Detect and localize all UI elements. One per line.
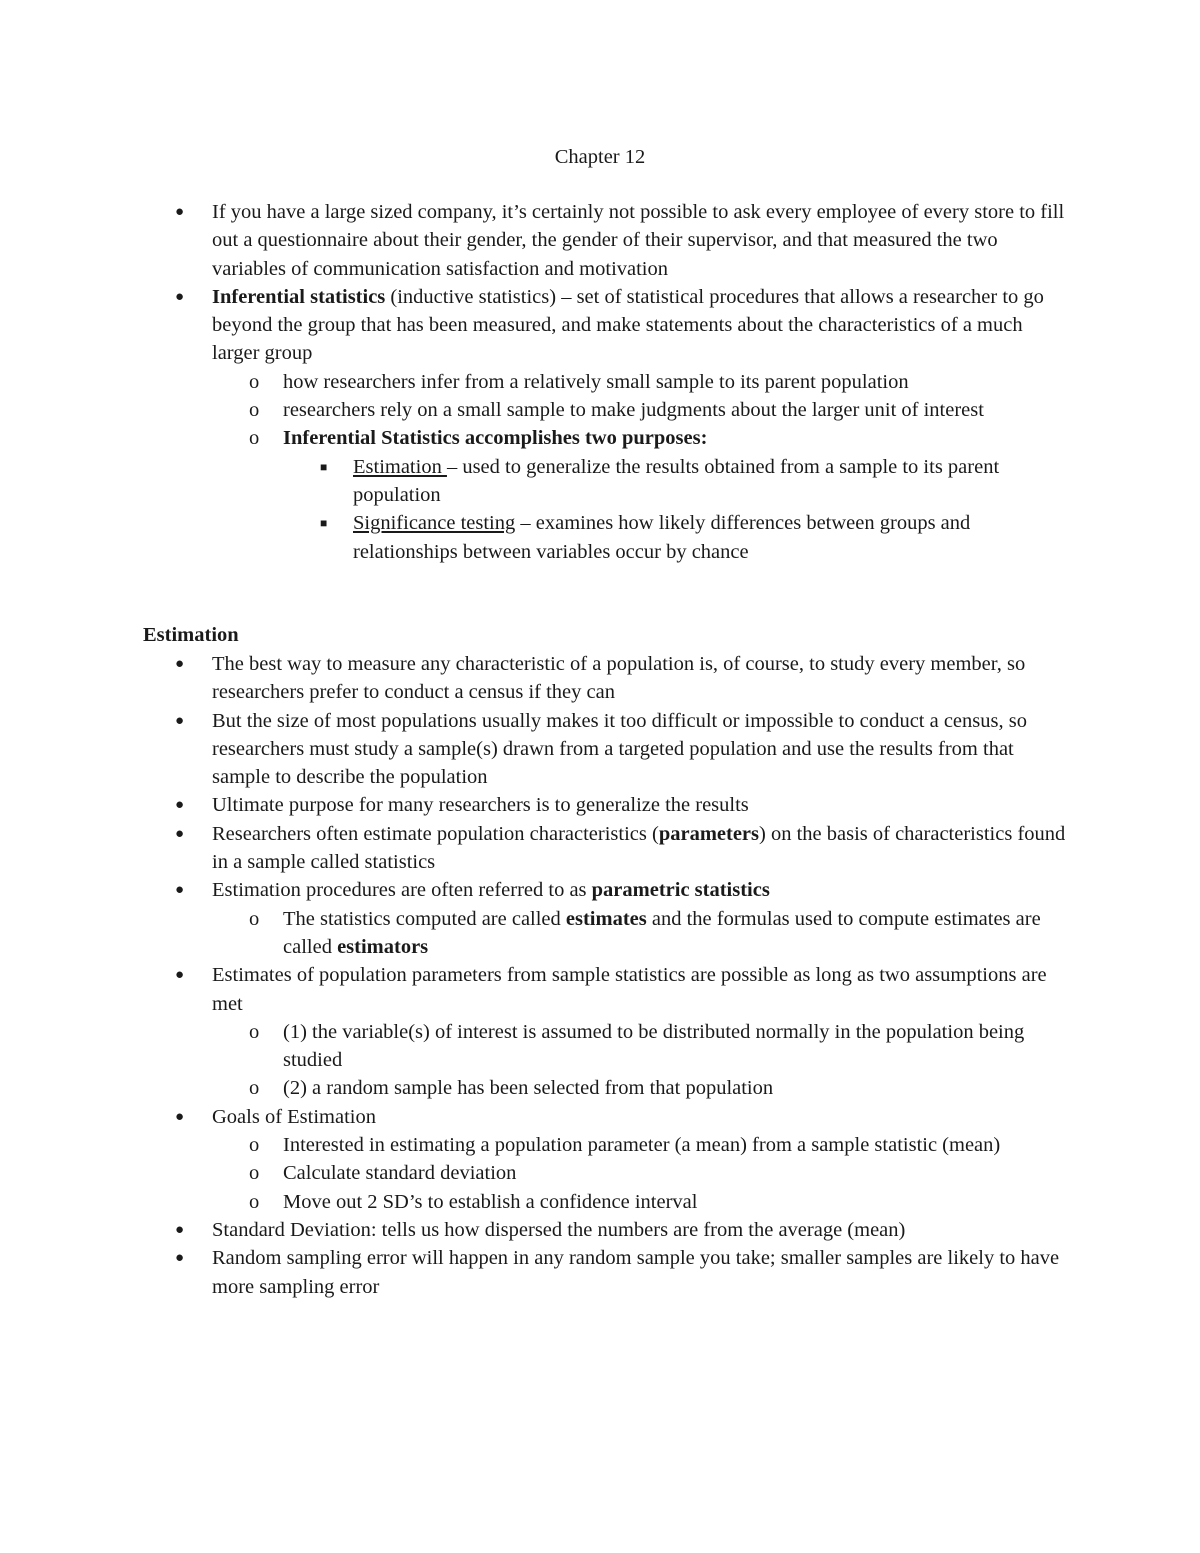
bullet-marker: ● bbox=[175, 882, 185, 899]
bullet-marker: ● bbox=[175, 1108, 185, 1125]
estimation-list bbox=[0, 650, 1200, 1301]
list-item: o how researchers infer from a relatively small sample to its parent population bbox=[0, 368, 1072, 396]
list-item: ● Estimation procedures are often referred to as parametric statistics bbox=[0, 876, 1072, 904]
bullet-marker: ● bbox=[175, 204, 185, 220]
term-parametric-statistics: parametric statistics bbox=[591, 879, 770, 902]
list-item: o The statistics computed are called estimates and the formulas used to compute estimates are called estimators bbox=[0, 905, 1072, 962]
list-item: ■ Estimation – used to generalize the results obtained from a sample to its parent population bbox=[0, 453, 1072, 510]
list-item: ● Standard Deviation: tells us how dispersed the numbers are from the average (mean) bbox=[0, 1216, 1072, 1244]
term-parameters: parameters bbox=[658, 822, 760, 845]
term-inferential-statistics: Inferential statistics bbox=[212, 285, 386, 308]
list-item: ■ Significance testing – examines how likely differences between groups and relationships between variables occur by chance bbox=[0, 509, 1072, 566]
bullet-marker: ● bbox=[175, 1221, 185, 1238]
circle-marker: o bbox=[249, 427, 260, 450]
list-item: o researchers rely on a small sample to make judgments about the larger unit of interest bbox=[0, 396, 1072, 424]
bullet-marker: ● bbox=[175, 825, 185, 842]
page-title: Chapter 12 bbox=[554, 146, 646, 168]
square-marker: ■ bbox=[320, 516, 328, 531]
bullet-marker: ● bbox=[175, 656, 185, 672]
term-estimators: estimators bbox=[337, 935, 429, 958]
circle-marker: o bbox=[249, 370, 260, 393]
list-item: ● Ultimate purpose for many researchers is to generalize the results bbox=[0, 791, 1072, 819]
list-item: o Calculate standard deviation bbox=[0, 1159, 1072, 1187]
list-item: ● The best way to measure any characteristic of a population is, of course, to study every member, so researchers prefer to conduct a census if they can bbox=[0, 650, 1072, 707]
circle-marker: o bbox=[249, 399, 260, 422]
circle-marker: o bbox=[249, 1190, 260, 1213]
bullet-marker: ● bbox=[175, 797, 185, 814]
bullet-marker: ● bbox=[175, 288, 185, 305]
term-significance-testing: Significance testing bbox=[353, 512, 516, 535]
circle-marker: o bbox=[249, 1077, 260, 1100]
term-estimation: Estimation bbox=[353, 455, 447, 478]
list-item: o Move out 2 SD’s to establish a confidence interval bbox=[0, 1188, 1072, 1216]
circle-marker: o bbox=[249, 1162, 260, 1185]
square-marker: ■ bbox=[320, 459, 328, 474]
list-item: ● Random sampling error will happen in any random sample you take; smaller samples are likely to have more sampling error bbox=[0, 1244, 1072, 1301]
list-item: ● Estimates of population parameters from sample statistics are possible as long as two assumptions are met bbox=[0, 961, 1072, 1018]
list-item: ● Researchers often estimate population characteristics (parameters) on the basis of characteristics found in a sample called statistics bbox=[0, 820, 1072, 877]
bullet-marker: ● bbox=[175, 1250, 185, 1267]
intro-list bbox=[0, 198, 1200, 566]
list-item: o Interested in estimating a population parameter (a mean) from a sample statistic (mean) bbox=[0, 1131, 1072, 1159]
list-item: o (2) a random sample has been selected from that population bbox=[0, 1074, 1072, 1102]
bullet-marker: ● bbox=[175, 967, 185, 984]
list-item: ● If you have a large sized company, it’s certainly not possible to ask every employee of every store to fill out a questionnaire about their gender, the gender of their supervisor, and that measured the two variables of communication satisfaction and motivation bbox=[0, 198, 1072, 283]
list-item: ● Inferential statistics (inductive statistics) – set of statistical procedures that allows a researcher to go beyond the group that has been measured, and make statements about the characteristics of a much larger group bbox=[0, 283, 1072, 368]
circle-marker: o bbox=[249, 907, 260, 930]
circle-marker: o bbox=[249, 1020, 260, 1043]
list-item: ● Goals of Estimation bbox=[0, 1103, 1072, 1131]
term-estimates: estimates bbox=[565, 907, 647, 930]
list-item: o (1) the variable(s) of interest is assumed to be distributed normally in the population being studied bbox=[0, 1018, 1072, 1075]
bullet-marker: ● bbox=[175, 712, 185, 729]
section-heading-estimation: Estimation bbox=[143, 624, 239, 646]
circle-marker: o bbox=[249, 1134, 260, 1157]
list-item: o Inferential Statistics accomplishes two purposes: bbox=[0, 424, 1072, 452]
list-item: ● But the size of most populations usually makes it too difficult or impossible to conduct a census, so researchers must study a sample(s) drawn from a targeted population and use the results from that sample to describe the population bbox=[0, 707, 1072, 792]
